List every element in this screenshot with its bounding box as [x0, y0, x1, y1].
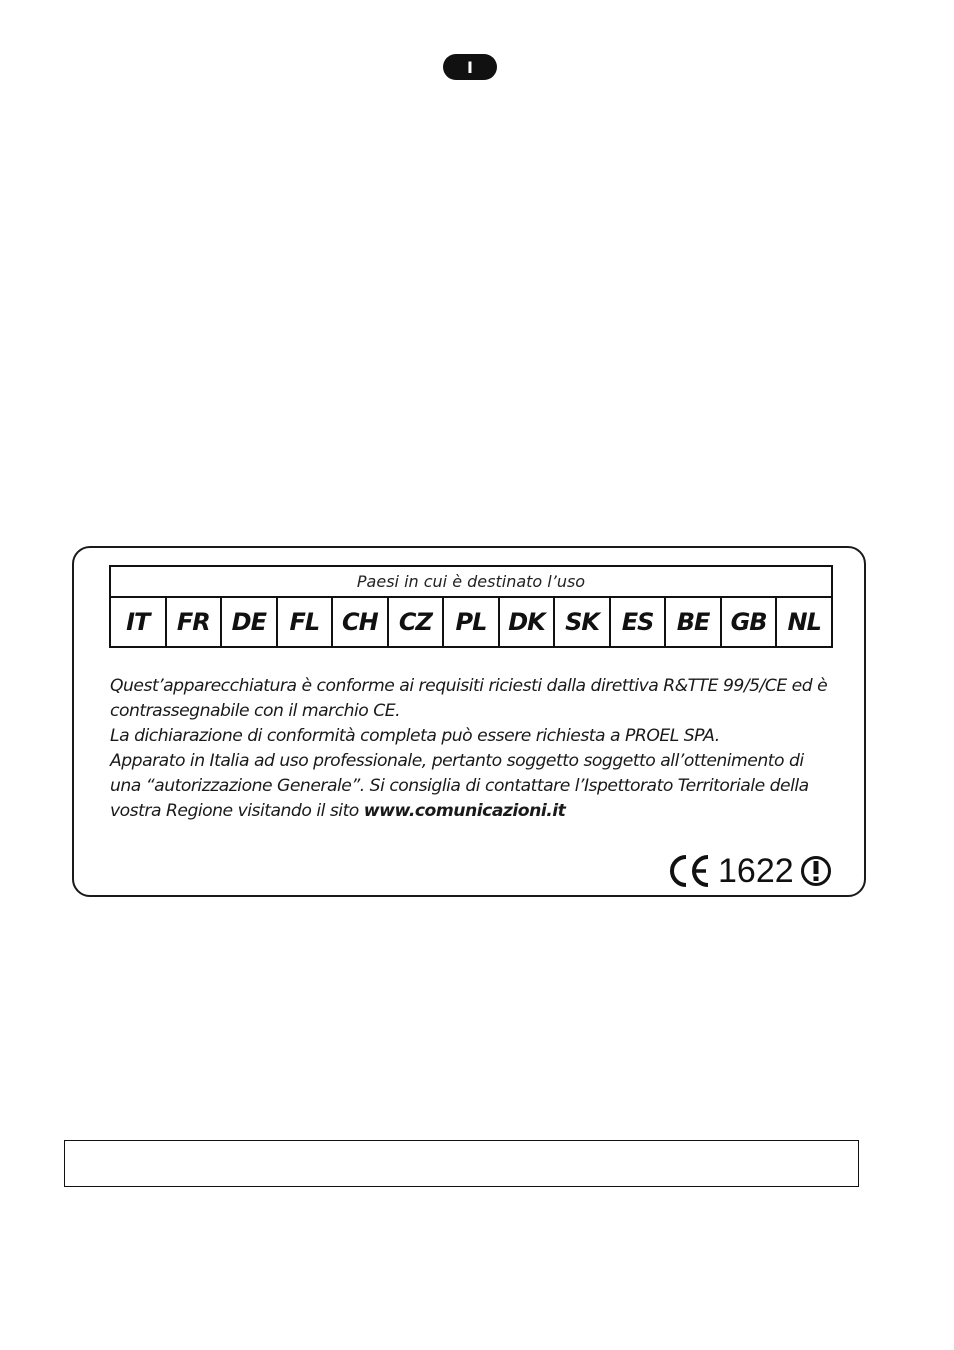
country-code: IT: [110, 597, 166, 647]
country-code: PL: [443, 597, 499, 647]
website-link[interactable]: www.comunicazioni.it: [363, 801, 566, 821]
country-code: GB: [721, 597, 777, 647]
ce-marking: [668, 850, 832, 892]
country-code: FR: [166, 597, 222, 647]
country-code: CH: [332, 597, 388, 647]
alert-class-2-icon: [800, 855, 832, 887]
country-code: DK: [499, 597, 555, 647]
country-code: BE: [665, 597, 721, 647]
notice-declaration: La dichiarazione di conformità completa può essere richiesta a PROEL SPA.: [110, 726, 720, 746]
country-code: NL: [776, 597, 832, 647]
country-code: ES: [610, 597, 666, 647]
language-badge: I: [443, 54, 497, 80]
notice-directive: Quest’apparecchiatura è conforme ai requisiti riciesti dalla direttiva R&TTE 99/5/CE ed è contrassegnabile con il marchio CE.: [110, 676, 828, 721]
ce-mark-icon: [668, 853, 716, 889]
country-code: FL: [277, 597, 333, 647]
country-code: CZ: [388, 597, 444, 647]
countries-table: [109, 565, 833, 648]
footer-box: [64, 1140, 859, 1187]
country-row: [110, 597, 832, 647]
notified-body-number: 1622: [718, 852, 794, 890]
notice-authorization-text: Apparato in Italia ad uso professionale, pertanto soggetto soggetto all’ottenimento di una “autorizzazione Generale”. Si consiglia di contattare l’Ispettorato Territoriale della vostra Regione visitando il sito: [110, 751, 809, 821]
country-code: DE: [221, 597, 277, 647]
notice-authorization: [110, 749, 838, 824]
country-code: SK: [554, 597, 610, 647]
conformity-notice: [110, 674, 838, 824]
table-header: Paesi in cui è destinato l’uso: [110, 566, 832, 597]
